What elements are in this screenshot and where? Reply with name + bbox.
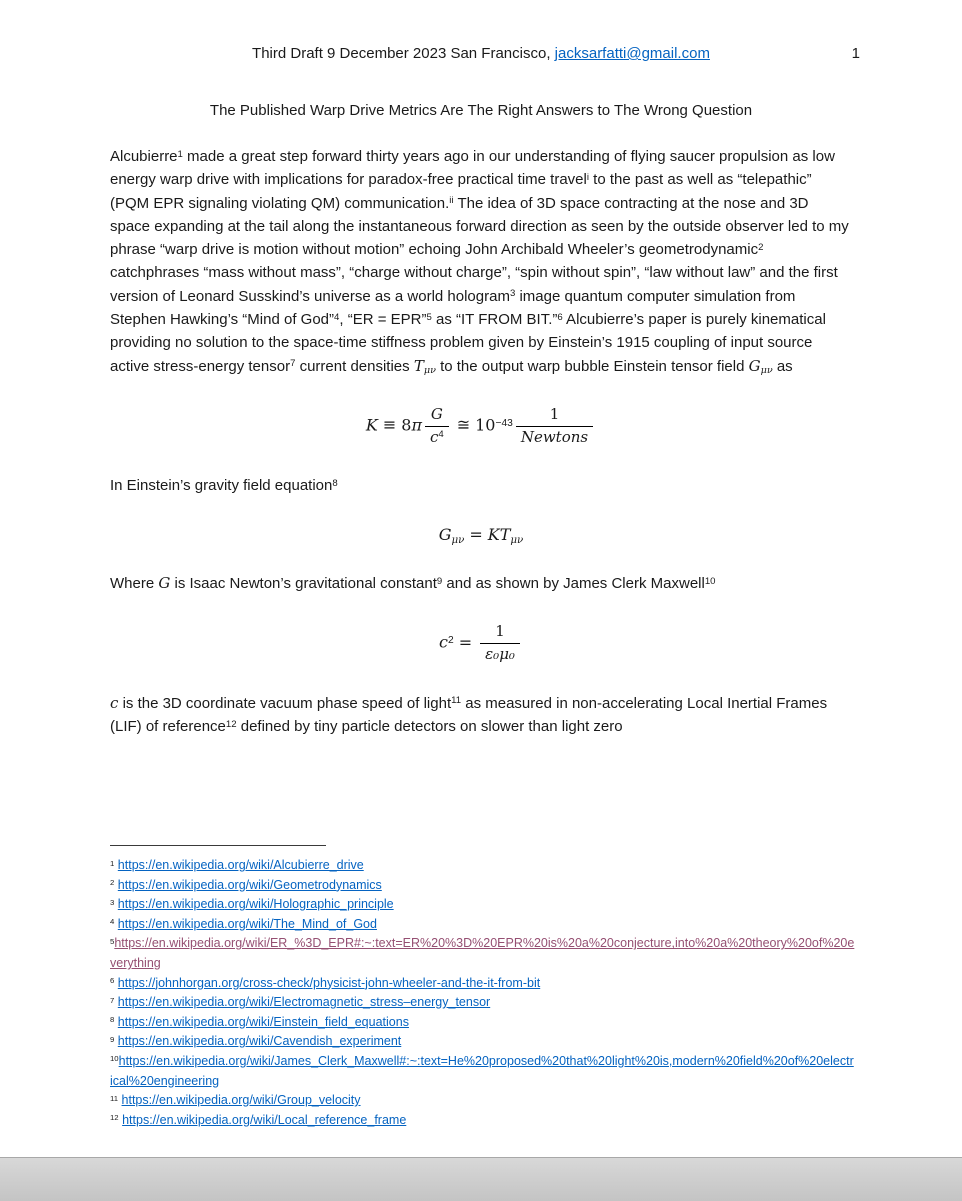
- footnote-number: 6: [110, 976, 115, 986]
- footnote-separator: [110, 845, 326, 846]
- footnote-link[interactable]: https://en.wikipedia.org/wiki/Local_reference_frame: [122, 1112, 407, 1127]
- footnote-link[interactable]: https://en.wikipedia.org/wiki/Alcubierre_drive: [117, 858, 364, 872]
- paragraph-intro: Alcubierre$^1$ made a great step forward thirty years ago in our understanding of flying saucer propulsion as low energy warp drive with implications for paradox-free practical time travel$^i$ to the past as well as “telepathic” (PQM EPR signaling violating QM) communication.$^{ii}$ The idea of 3D space contracting at the nose and 3D space expanding at the tail along the instantaneous forward direction as seen by the outside observer led to my phrase “warp drive is motion without motion” echoing John Archibald Wheeler’s geometrodynamic$^2$ catchphrases “mass without mass”, “charge without charge”, “spin without spin”, “law without law” and the first version of Leonard Susskind’s universe as a world hologram$^3$ image quantum computer simulation from Stephen Hawking’s “Mind of God”$^4$, “ER = EPR”$^5$ as “IT FROM BIT.”$^6$ Alcubierre’s paper is purely kinematical providing no solution to the space-time stiffness problem given by Einstein’s 1915 coupling of input source active stress-energy tensor$^7$ current densities $T_{\mu\nu}$ to the output warp bubble Einstein tensor field $G_{\mu\nu}$ as: [110, 148, 849, 377]
- paragraph-maxwell: Where G is Isaac Newton’s gravitational constant$^9$ and as shown by James Clerk Maxwell$^{10}$: [110, 573, 716, 592]
- footnote-number: 7: [110, 995, 115, 1005]
- footnote-item: [110, 1111, 856, 1131]
- page-header: [110, 44, 860, 64]
- footnote-number: 10: [110, 1054, 119, 1064]
- footnote-link[interactable]: https://en.wikipedia.org/wiki/Einstein_field_equations: [117, 1014, 409, 1029]
- footnote-item: [110, 1091, 856, 1111]
- footnote-item: [110, 934, 856, 973]
- footnote-link[interactable]: https://johnhorgan.org/cross-check/physicist-john-wheeler-and-the-it-from-bit: [117, 975, 541, 990]
- footnote-number: 11: [110, 1093, 119, 1103]
- footnote-number: 2: [110, 878, 115, 888]
- footnote-number: 9: [110, 1034, 115, 1044]
- footnote-item: [110, 1013, 856, 1033]
- page-number: 1: [851, 45, 860, 62]
- footnote-item: [110, 974, 856, 994]
- footnote-link[interactable]: https://en.wikipedia.org/wiki/ER_%3D_EPR#:~:text=ER%20%3D%20EPR%20is%20a%20conjecture,into%20a%20theory%20of%20everything: [110, 936, 855, 970]
- footnote-link[interactable]: https://en.wikipedia.org/wiki/The_Mind_of_God: [117, 916, 377, 931]
- header-text: Third Draft 9 December 2023 San Francisco,: [252, 45, 555, 62]
- footnote-item: [110, 1032, 856, 1052]
- footnote-item: [110, 993, 856, 1013]
- footnote-link[interactable]: https://en.wikipedia.org/wiki/Electromagnetic_stress–energy_tensor: [117, 995, 491, 1010]
- footnote-number: 4: [110, 917, 115, 927]
- paragraph-einstein-equation: In Einstein’s gravity field equation$^8$: [110, 477, 338, 495]
- footnote-item: [110, 856, 856, 876]
- footnote-link[interactable]: https://en.wikipedia.org/wiki/Holographic_principle: [117, 897, 394, 912]
- footnote-item: [110, 915, 856, 935]
- page-gap: [0, 1157, 962, 1201]
- equation-field-equation: $G_{\mu\nu} = KT_{\mu\nu}$: [438, 524, 524, 546]
- footnote-area: [110, 845, 856, 1130]
- footnote-link[interactable]: https://en.wikipedia.org/wiki/Geometrodynamics: [117, 877, 382, 892]
- footnote-item: [110, 895, 856, 915]
- footnote-item: [110, 876, 856, 896]
- equation-speed-of-light: $c^2$ = $\frac{1}{\text{ε₀μ₀}}$: [110, 622, 852, 665]
- equation-coupling-constant: K ≡ 8π $\frac{G}{c^4}$ ≅ $10^{-43}$ $\frac{1}{\text{Newtons}}$: [110, 405, 852, 448]
- footnote-link[interactable]: https://en.wikipedia.org/wiki/James_Clerk_Maxwell#:~:text=He%20proposed%20that%20light%20is,modern%20field%20of%20electrical%20engineering: [110, 1053, 854, 1088]
- email-link[interactable]: jacksarfatti@gmail.com: [554, 45, 710, 62]
- footnote-item: [110, 1052, 856, 1091]
- paragraph-lif: c is the 3D coordinate vacuum phase speed of light$^{11}$ as measured in non-accelerating Local Inertial Frames (LIF) of reference$^{12}$ defined by tiny particle detectors on slower than light zero: [110, 693, 828, 736]
- document-title: The Published Warp Drive Metrics Are The Right Answers to The Wrong Question: [209, 102, 753, 119]
- footnote-link[interactable]: https://en.wikipedia.org/wiki/Cavendish_experiment: [117, 1034, 402, 1049]
- footnotes-list: [110, 856, 856, 1130]
- footnote-number: 12: [110, 1113, 119, 1123]
- footnote-number: 1: [110, 858, 115, 868]
- footnote-number: 3: [110, 897, 115, 907]
- footnote-link[interactable]: https://en.wikipedia.org/wiki/Group_velocity: [121, 1093, 361, 1108]
- footnote-number: 8: [110, 1015, 115, 1025]
- footnote-number: 5: [110, 936, 115, 946]
